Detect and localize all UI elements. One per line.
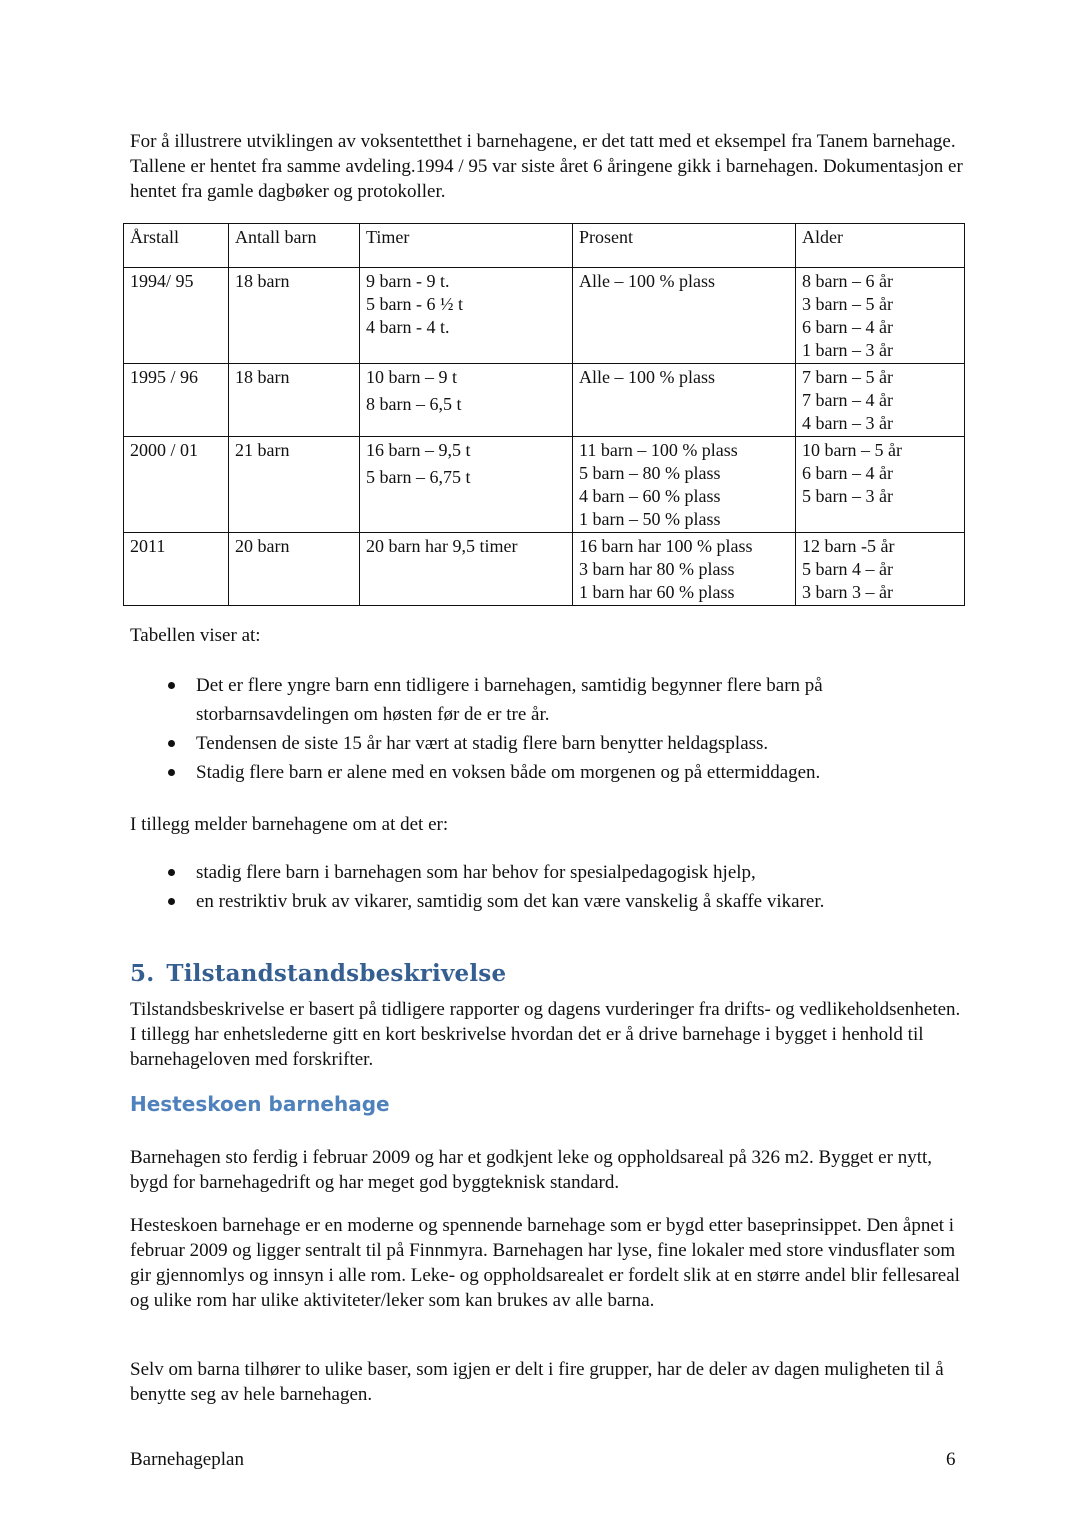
percent-cell [573, 533, 796, 606]
cell-line: 20 barn har 9,5 timer [366, 536, 518, 556]
cell-line: 8 barn – 6 år [802, 271, 893, 291]
bullet-icon [168, 682, 175, 689]
header-cell: Årstall [124, 224, 229, 268]
cell-line: 16 barn – 9,5 t [366, 440, 471, 460]
cell-line: 3 barn – 5 år [802, 294, 893, 314]
bullet-icon [168, 869, 175, 876]
age-cell [796, 268, 965, 364]
page-number: 6 [946, 1449, 956, 1470]
hours-cell [360, 364, 573, 437]
year-cell: 2000 / 01 [124, 437, 229, 533]
staffing-table [123, 223, 965, 606]
header-cell: Alder [796, 224, 965, 268]
count-cell: 18 barn [229, 364, 360, 437]
cell-line: 5 barn – 6,75 t [366, 467, 471, 487]
subsection-heading: Hesteskoen barnehage [130, 1092, 390, 1116]
table-row [124, 268, 965, 364]
cell-line: 5 barn – 80 % plass [579, 463, 721, 483]
findings-list [160, 671, 950, 787]
cell-line: 7 barn – 4 år [802, 390, 893, 410]
cell-line: 5 barn - 6 ½ t [366, 294, 463, 314]
year-cell: 1994/ 95 [124, 268, 229, 364]
percent-cell [573, 364, 796, 437]
percent-cell [573, 437, 796, 533]
table-row [124, 437, 965, 533]
header-cell: Prosent [573, 224, 796, 268]
year-cell: 1995 / 96 [124, 364, 229, 437]
section-title: Tilstandstandsbeskrivelse [166, 960, 507, 987]
bullet-icon [168, 769, 175, 776]
cell-line: Alle – 100 % plass [579, 271, 715, 291]
cell-line: 3 barn 3 – år [802, 582, 893, 602]
cell-line: 1 barn – 50 % plass [579, 509, 721, 529]
list-item: en restriktiv bruk av vikarer, samtidig som det kan være vanskelig å skaffe vikarer. [160, 887, 950, 916]
hours-cell [360, 437, 573, 533]
list-item: stadig flere barn i barnehagen som har behov for spesialpedagogisk hjelp, [160, 858, 950, 887]
section-heading [130, 960, 506, 987]
body-paragraph: Selv om barna tilhører to ulike baser, som igjen er delt i fire grupper, har de deler av dagen muligheten til å benytte seg av hele barnehagen. [130, 1359, 944, 1405]
footer-title: Barnehageplan [130, 1449, 244, 1470]
cell-line: 6 barn – 4 år [802, 317, 893, 337]
header-cell: Timer [360, 224, 573, 268]
cell-line: 4 barn - 4 t. [366, 317, 450, 337]
year-cell: 2011 [124, 533, 229, 606]
count-cell: 18 barn [229, 268, 360, 364]
intro-paragraph: For å illustrere utviklingen av voksentetthet i barnehagene, er det tatt med et eksempel fra Tanem barnehage. Tallene er hentet fra samme avdeling.1994 / 95 var siste året 6 åringene gikk i barnehagen. Dokumentasjon er hentet fra gamle dagbøker og protokoller. [130, 131, 963, 202]
bullet-icon [168, 898, 175, 905]
table-row [124, 364, 965, 437]
count-cell: 20 barn [229, 533, 360, 606]
cell-line: 4 barn – 3 år [802, 413, 893, 433]
cell-line: 12 barn -5 år [802, 536, 895, 556]
age-cell [796, 533, 965, 606]
cell-line: Alle – 100 % plass [579, 367, 715, 387]
cell-line: 8 barn – 6,5 t [366, 394, 462, 414]
cell-line: 6 barn – 4 år [802, 463, 893, 483]
cell-line: 3 barn har 80 % plass [579, 559, 735, 579]
cell-line: 10 barn – 9 t [366, 367, 457, 387]
reports-list [160, 858, 950, 916]
findings-lead: Tabellen viser at: [130, 625, 261, 646]
cell-line: 5 barn – 3 år [802, 486, 893, 506]
cell-line: 7 barn – 5 år [802, 367, 893, 387]
table-row [124, 533, 965, 606]
percent-cell [573, 268, 796, 364]
body-paragraph: Hesteskoen barnehage er en moderne og spennende barnehage som er bygd etter baseprinsippet. Den åpnet i februar 2009 og ligger sentralt til på Finnmyra. Barnehagen har lyse, fine lokaler med store vindusflater som gir gjennomlys og innsyn i alle rom. Leke- og oppholdsarealet er fordelt slik at en større andel blir fellesareal og ulike rom har ulike aktiviteter/leker som kan brukes av alle barna. [130, 1215, 960, 1311]
bullet-icon [168, 740, 175, 747]
section-number: 5. [130, 960, 155, 987]
cell-line: 16 barn har 100 % plass [579, 536, 753, 556]
hours-cell [360, 268, 573, 364]
count-cell: 21 barn [229, 437, 360, 533]
section-body: Tilstandsbeskrivelse er basert på tidligere rapporter og dagens vurderinger fra drifts- og vedlikeholdsenheten. I tillegg har enhetslederne gitt en kort beskrivelse hvordan det er å drive barnehage i bygget i henhold til barnehageloven med forskrifter. [130, 999, 961, 1070]
age-cell [796, 437, 965, 533]
cell-line: 1 barn har 60 % plass [579, 582, 735, 602]
cell-line: 1 barn – 3 år [802, 340, 893, 360]
list-item: Tendensen de siste 15 år har vært at stadig flere barn benytter heldagsplass. [160, 729, 950, 758]
cell-line: 10 barn – 5 år [802, 440, 902, 460]
cell-line: 5 barn 4 – år [802, 559, 893, 579]
cell-line: 9 barn - 9 t. [366, 271, 450, 291]
cell-line: 11 barn – 100 % plass [579, 440, 738, 460]
cell-line: 4 barn – 60 % plass [579, 486, 721, 506]
table-header-row [124, 224, 965, 268]
age-cell [796, 364, 965, 437]
list-item: Det er flere yngre barn enn tidligere i barnehagen, samtidig begynner flere barn på storbarnsavdelingen om høsten før de er tre år. [160, 671, 950, 729]
header-cell: Antall barn [229, 224, 360, 268]
body-paragraph: Barnehagen sto ferdig i februar 2009 og har et godkjent leke og oppholdsareal på 326 m2. Bygget er nytt, bygd for barnehagedrift og har meget god byggteknisk standard. [130, 1147, 932, 1193]
reports-lead: I tillegg melder barnehagene om at det er: [130, 814, 449, 835]
list-item: Stadig flere barn er alene med en voksen både om morgenen og på ettermiddagen. [160, 758, 950, 787]
hours-cell [360, 533, 573, 606]
